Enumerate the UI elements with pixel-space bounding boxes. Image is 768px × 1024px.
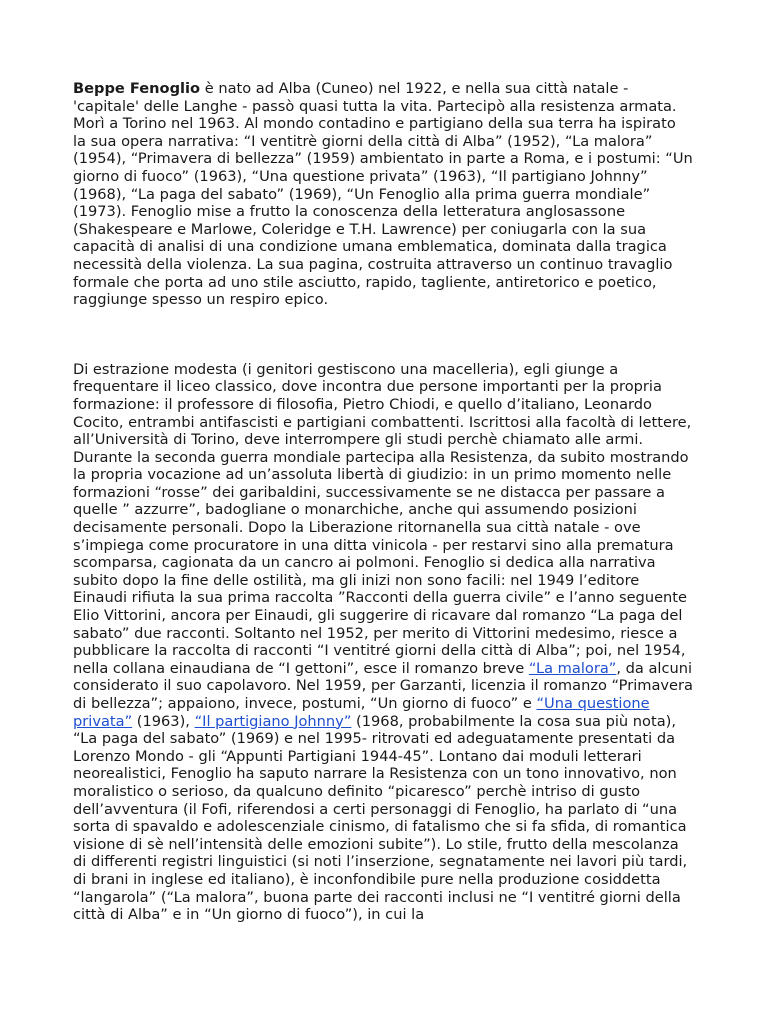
link-la-malora[interactable]: “La malora” bbox=[528, 659, 617, 677]
paragraph-biography-text-4: (1968, probabilmente la cosa sua più nota), “La paga del sabato” (1969) e nel 1995- ritrovati ed adeguatamente presentati da Lorenzo Mondo - gli “Appunti Partigiani 1944-45”. Lontano dai moduli letterari neorealistici, Fenoglio ha saputo narrare la Resistenza con un tono innovativo, non moralistico o serioso, da qualcuno definito “picaresco” perchè intriso di gusto dell’avventura (il Fofi, riferendosi a certi personaggi di Fenoglio, ha parlato di “una sorta di spavaldo e adolescenziale cinismo, di fatalismo che si fa sfida, di romantica visione di sè nell’intensità delle emozioni subite”). Lo stile, frutto della mescolanza di differenti registri linguistici (si noti l’inserzione, segnatamente nei lavori più tardi, di brani in inglese ed italiano), è inconfondibile pure nella produzione cosiddetta “langarola” (“La malora”, buona parte dei racconti inclusi ne “I ventitré giorni della città di Alba” e in “Un giorno di fuoco”), in cui la bbox=[73, 712, 688, 924]
paragraph-biography-text-2: , da alcuni considerato il suo capolavoro. Nel 1959, per Garzanti, licenzia il romanzo “Primavera di bellezza”; appaiono, invece, postumi, “Un giorno di fuoco” e bbox=[73, 659, 693, 712]
paragraph-biography-text-1: Di estrazione modesta (i genitori gestiscono una macelleria), egli giunge a frequentare il liceo classico, dove incontra due persone importanti per la propria formazione: il professore di filosofia, Pietro Chiodi, e quello d’italiano, Leonardo Cocito, entrambi antifascisti e partigiani combattenti. Iscrittosi alla facoltà di lettere, all’Università di Torino, deve interrompere gli studi perchè chiamato alle armi. Durante la seconda guerra mondiale partecipa alla Resistenza, da subito mostrando la propria vocazione ad un’assoluta libertà di giudizio: in un primo momento nelle formazioni “rosse” dei garibaldini, successivamente se ne distacca per passare a quelle ” azzurre”, badogliane o monarchiche, anche qui assumendo posizioni decisamente personali. Dopo la Liberazione ritornanella sua città natale - ove s’impiega come procuratore in una ditta vinicola - per restarvi sino alla prematura scomparsa, cagionata da un cancro ai polmoni. Fenoglio si dedica alla narrativa subito dopo la fine delle ostilità, ma gli inizi non sono facili: nel 1949 l’editore Einaudi rifiuta la sua prima raccolta ”Racconti della guerra civile” e l’anno seguente Elio Vittorini, ancora per Einaudi, gli suggerire di ricavare dal romanzo “La paga del sabato” due racconti. Soltanto nel 1952, per merito di Vittorini medesimo, riesce a pubblicare la raccolta di racconti “I ventitré giorni della città di Alba”; poi, nel 1954, nella collana einaudiana de “I gettoni”, esce il romanzo breve bbox=[73, 360, 692, 677]
paragraph-biography-text-3: (1963), bbox=[132, 712, 195, 730]
link-il-partigiano-johnny[interactable]: “Il partigiano Johnny” bbox=[194, 712, 352, 730]
author-name: Beppe Fenoglio bbox=[73, 80, 201, 97]
paragraph-biography bbox=[73, 361, 693, 924]
document-page bbox=[73, 80, 693, 924]
link-una-questione-privata[interactable]: “Una questione privata” bbox=[73, 695, 650, 730]
paragraph-intro-text: è nato ad Alba (Cuneo) nel 1922, e nella sua città natale - 'capitale' delle Langhe - passò quasi tutta la vita. Partecipò alla resistenza armata. Morì a Torino nel 1963. Al mondo contadino e partigiano della sua terra ha ispirato la sua opera narrativa: “I ventitrè giorni della città di Alba” (1952), “La malora” (1954), “Primavera di bellezza” (1959) ambientato in parte a Roma, e i postumi: “Un giorno di fuoco” (1963), “Una questione privata” (1963), “Il partigiano Johnny” (1968), “La paga del sabato” (1969), “Un Fenoglio alla prima guerra mondiale” (1973). Fenoglio mise a frutto la conoscenza della letteratura anglosassone (Shakespeare e Marlowe, Coleridge e T.H. Lawrence) per coniugarla con la sua capacità di analisi di una condizione umana emblematica, dominata dalla tragica necessità della violenza. La sua pagina, costruita attraverso un continuo travaglio formale che porta ad uno stile asciutto, rapido, tagliente, antiretorico e poetico, raggiunge spesso un respiro epico. bbox=[73, 80, 693, 309]
paragraph-intro bbox=[73, 80, 693, 309]
